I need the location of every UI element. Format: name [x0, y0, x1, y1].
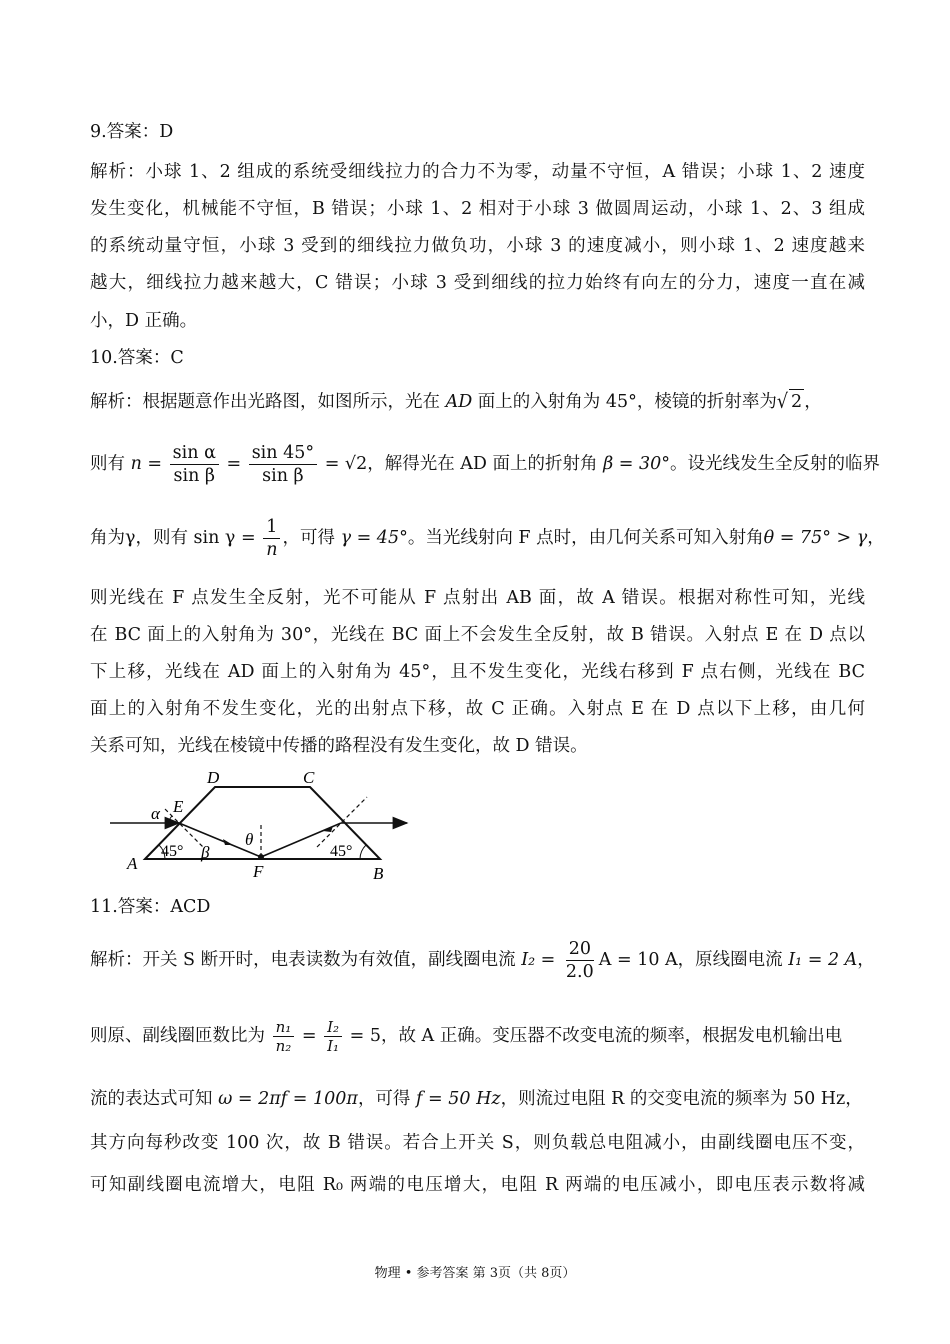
fraction-one-over-n: [263, 516, 280, 561]
label-theta: θ: [245, 830, 254, 849]
q10-line-7: 面上的入射角不发生变化，光的出射点下移，故 C 正确。入射点 E 在 D 点以下上移，由几何: [90, 699, 865, 719]
q10-line-2: 则有 n = $\frac{\text{sin α}}{\text{sin β}}$ = $\frac{\sin 45^\circ}{\text{sin β}}$ = √2，解得光在 AD 面上的折射角 β = 30°。设光线发生全反射的临界: [90, 443, 881, 486]
numerator: sin 45°: [249, 442, 317, 465]
denominator: n: [266, 540, 278, 560]
fraction-n1-over-n2: [273, 1018, 295, 1055]
q10-line-5: 在 BC 面上的入射角为 30°，光线在 BC 面上不会发生全反射，故 B 错误。入射点 E 在 D 点以: [90, 625, 865, 645]
q10-line-8: 关系可知，光线在棱镜中传播的路程没有发生变化，故 D 错误。: [90, 736, 588, 756]
q9-line-5: 小，D 正确。: [90, 311, 198, 331]
q10-line-3: [90, 514, 885, 562]
q11-text: f = 50 Hz: [416, 1089, 501, 1109]
index-n: n: [130, 454, 142, 474]
q11-text: ω = 2πf = 100π: [218, 1089, 358, 1109]
q10-text: 面上的入射角为 45°，棱镜的折射率为: [472, 392, 777, 412]
q10-title: 10.答案：C: [90, 348, 184, 368]
sqrt-sign: √: [776, 390, 789, 414]
q10-text: ，可得: [282, 528, 341, 548]
numerator: I₂: [324, 1018, 342, 1037]
label-C: C: [303, 768, 315, 787]
page-footer: 物理 • 参考答案 第 3页（共 8页）: [374, 1266, 576, 1281]
q10-text: 解析：根据题意作出光路图，如图所示，光在: [90, 392, 446, 412]
q11-line-5: 可知副线圈电流增大，电阻 R₀ 两端的电压增大，电阻 R 两端的电压减小，即电压表示数将减: [90, 1175, 865, 1195]
q9-line-3: 的系统动量守恒，小球 3 受到的细线拉力做负功，小球 3 的速度减小，则小球 1、2 速度越来: [90, 236, 865, 256]
q10-text: θ = 75° > γ: [763, 528, 868, 548]
q11-text: A = 10 A，原线圈电流: [598, 950, 789, 970]
q11-text: I₁ = 2 A: [788, 950, 858, 970]
denominator: sin β: [173, 466, 216, 486]
numerator: sin α: [170, 442, 219, 465]
q11-text: 则原、副线圈匝数比为: [90, 1026, 265, 1046]
fraction-20-over-2: [563, 938, 597, 983]
numerator: 1: [263, 516, 280, 539]
sqrt-value: 2: [789, 389, 804, 414]
q11-text: = 5: [349, 1026, 381, 1046]
q9-line-4: 越大，细线拉力越来越大，C 错误；小球 3 受到细线的拉力始终有向左的分力，速度一直在减: [90, 273, 865, 293]
q11-line-4: 其方向每秒改变 100 次，故 B 错误。若合上开关 S，则负载总电阻减小，由副线圈电压不变，: [90, 1133, 865, 1153]
label-angle-right: 45°: [330, 843, 353, 860]
q10-text: 。当光线射向 F 点时，由几何关系可知入射角: [407, 528, 764, 548]
q11-title: 11.答案：ACD: [90, 897, 211, 917]
q11-text: I₂ =: [521, 950, 556, 970]
q11-text: 流的表达式可知: [90, 1089, 219, 1109]
q10-text: 。设光线发生全反射的临界: [670, 454, 881, 474]
q9-line-2: 发生变化，机械能不守恒，B 错误；小球 1、2 相对于小球 3 做圆周运动，小球 1、2、3 组成: [90, 199, 865, 219]
q10-line-1: [90, 389, 865, 414]
q10-text: γ = 45°: [340, 528, 408, 548]
numerator: 20: [566, 938, 594, 961]
q9-title: 9.答案：D: [90, 122, 174, 142]
label-E: E: [173, 797, 184, 816]
q10-text: 角为γ，则有 sin γ =: [90, 528, 256, 548]
q11-text: ，则流过电阻 R 的交变电流的频率为 50 Hz，: [500, 1089, 863, 1109]
fraction-sin-alpha-over-sin-beta: [170, 442, 219, 487]
point-F: [258, 854, 264, 860]
label-angle-left: 45°: [161, 843, 184, 860]
label-D: D: [207, 768, 220, 787]
q10-text: ，: [804, 392, 822, 412]
label-B: B: [373, 864, 384, 883]
numerator: n₁: [273, 1018, 295, 1037]
q11-line-3: [90, 1087, 865, 1111]
fraction-I2-over-I1: [324, 1018, 342, 1055]
q10-text: 则有: [90, 454, 131, 474]
q10-text: β = 30°: [603, 454, 671, 474]
denominator: n₂: [275, 1037, 292, 1055]
q10-text: = √2: [324, 454, 368, 474]
label-alpha: α: [151, 804, 160, 823]
denominator: I₁: [327, 1037, 340, 1055]
q11-line-1: [90, 936, 875, 984]
denominator: sin β: [262, 466, 304, 486]
q10-line-6: 下上移，光线在 AD 面上的入射角为 45°，且不发生变化，光线右移到 F 点右侧，光线在 BC: [90, 662, 865, 682]
q10-text: ，解得光在 AD 面上的折射角: [367, 454, 604, 474]
q9-line-1: 解析：小球 1、2 组成的系统受细线拉力的合力不为零，动量不守恒，A 错误；小球 1、2 速度: [90, 162, 865, 182]
label-A: A: [127, 854, 138, 873]
label-F: F: [253, 862, 264, 881]
q10-line-4: 则光线在 F 点发生全反射，光不可能从 F 点射出 AB 面，故 A 错误。根据对称性可知，光线: [90, 588, 865, 608]
q11-text: 解析：开关 S 断开时，电表读数为有效值，副线圈电流: [90, 950, 522, 970]
denominator: 2.0: [565, 962, 594, 982]
q11-text: ，可得: [357, 1089, 417, 1109]
normal-at-BC: [317, 797, 367, 847]
fraction-sin45-over-sin-beta: [249, 442, 317, 487]
q10-text: ，: [867, 528, 885, 548]
normal-at-E: [165, 809, 203, 847]
label-beta: β: [201, 843, 210, 862]
q11-line-2: 则原、副线圈匝数比为 $\frac{\text{n₁}}{\text{n₂}}$ = $\frac{\text{I₂}}{\text{I₁}}$ = 5，故 A 正确。变压器不改变电流的频率，根据发电机输出电: [90, 1018, 843, 1055]
q10-text: AD: [445, 392, 473, 412]
prism-light-path-figure: [105, 765, 425, 885]
q11-text: ，故 A 正确。变压器不改变电流的频率，根据发电机输出电: [380, 1026, 843, 1046]
q11-text: ，: [857, 950, 875, 970]
